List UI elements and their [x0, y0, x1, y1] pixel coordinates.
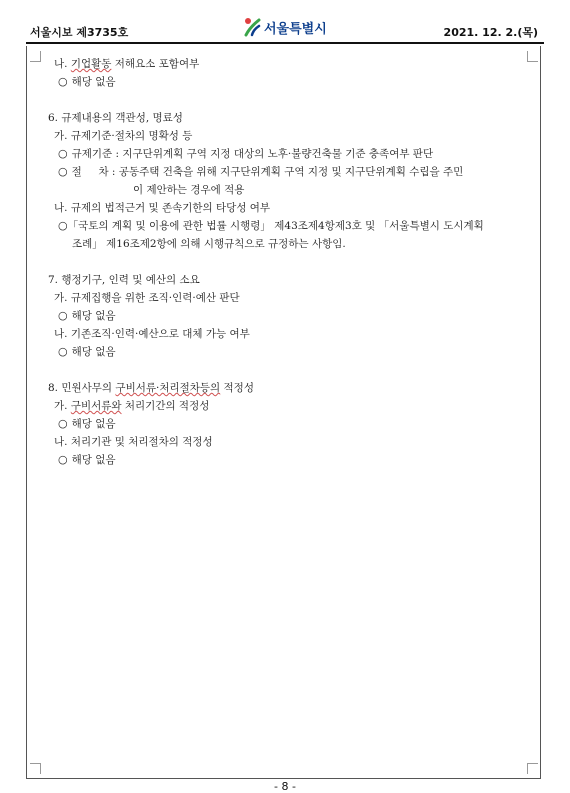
corner-mark [30, 51, 41, 62]
bullet-circle-icon: ○ [58, 345, 68, 358]
publication-issue: 서울시보 제3735호 [30, 26, 129, 39]
subitem-heading: 나. 규제의 법적근거 및 존속기한의 타당성 여부 [54, 202, 271, 214]
bullet-circle-icon: ○ [58, 309, 68, 322]
bullet-circle-icon: ○ [58, 165, 68, 178]
list-item: ○ 절 차 : 공동주택 건축을 위해 지구단위계획 구역 지정 및 지구단위계획 수립을 주민 [58, 165, 464, 178]
section-heading: 6. 규제내용의 객관성, 명료성 [48, 112, 183, 124]
corner-mark [527, 51, 538, 62]
page-header [0, 0, 570, 44]
publication-date: 2021. 12. 2.(목) [443, 26, 538, 39]
list-item: ○ 해당 없음 [58, 309, 116, 322]
seoul-logo [243, 17, 327, 37]
section-heading: 7. 행정기구, 인력 및 예산의 소요 [48, 274, 200, 286]
subitem-heading: 가. 구비서류와 처리기간의 적정성 [54, 400, 210, 412]
list-item: ○ 해당 없음 [58, 453, 116, 466]
corner-mark [527, 763, 538, 774]
list-item: ○ 해당 없음 [58, 75, 116, 88]
list-item: ○ 해당 없음 [58, 345, 116, 358]
seoul-logo-icon [243, 17, 261, 37]
section-heading: 8. 민원사무의 구비서류·처리절차등의 적정성 [48, 382, 254, 394]
bullet-circle-icon: ○ [58, 417, 68, 430]
subitem-heading: 나. 기업활동 저해요소 포함여부 [54, 58, 200, 70]
list-item: ○「국토의 계획 및 이용에 관한 법률 시행령」 제43조제4항제3호 및 「서울특별시 도시계획 [58, 219, 484, 232]
subitem-heading: 가. 규제집행을 위한 조직·인력·예산 판단 [54, 292, 240, 304]
document-body [48, 55, 528, 469]
corner-mark [30, 763, 41, 774]
header-divider [26, 42, 544, 44]
bullet-circle-icon: ○ [58, 219, 68, 232]
logo-text: 서울특별시 [264, 21, 327, 37]
list-item-continuation: 이 제안하는 경우에 적용 [133, 184, 245, 196]
subitem-heading: 가. 규제기준·절차의 명확성 등 [54, 130, 193, 142]
list-item-continuation: 조례」 제16조제2항에 의해 시행규칙으로 규정하는 사항임. [72, 238, 346, 250]
list-item: ○ 규제기준 : 지구단위계획 구역 지정 대상의 노후·불량건축물 기준 충족여부 판단 [58, 147, 434, 160]
bullet-circle-icon: ○ [58, 453, 68, 466]
bullet-circle-icon: ○ [58, 147, 68, 160]
subitem-heading: 나. 기존조직·인력·예산으로 대체 가능 여부 [54, 328, 250, 340]
subitem-heading: 나. 처리기관 및 처리절차의 적정성 [54, 436, 213, 448]
list-item: ○ 해당 없음 [58, 417, 116, 430]
bullet-circle-icon: ○ [58, 75, 68, 88]
page-number: - 8 - [274, 780, 296, 793]
